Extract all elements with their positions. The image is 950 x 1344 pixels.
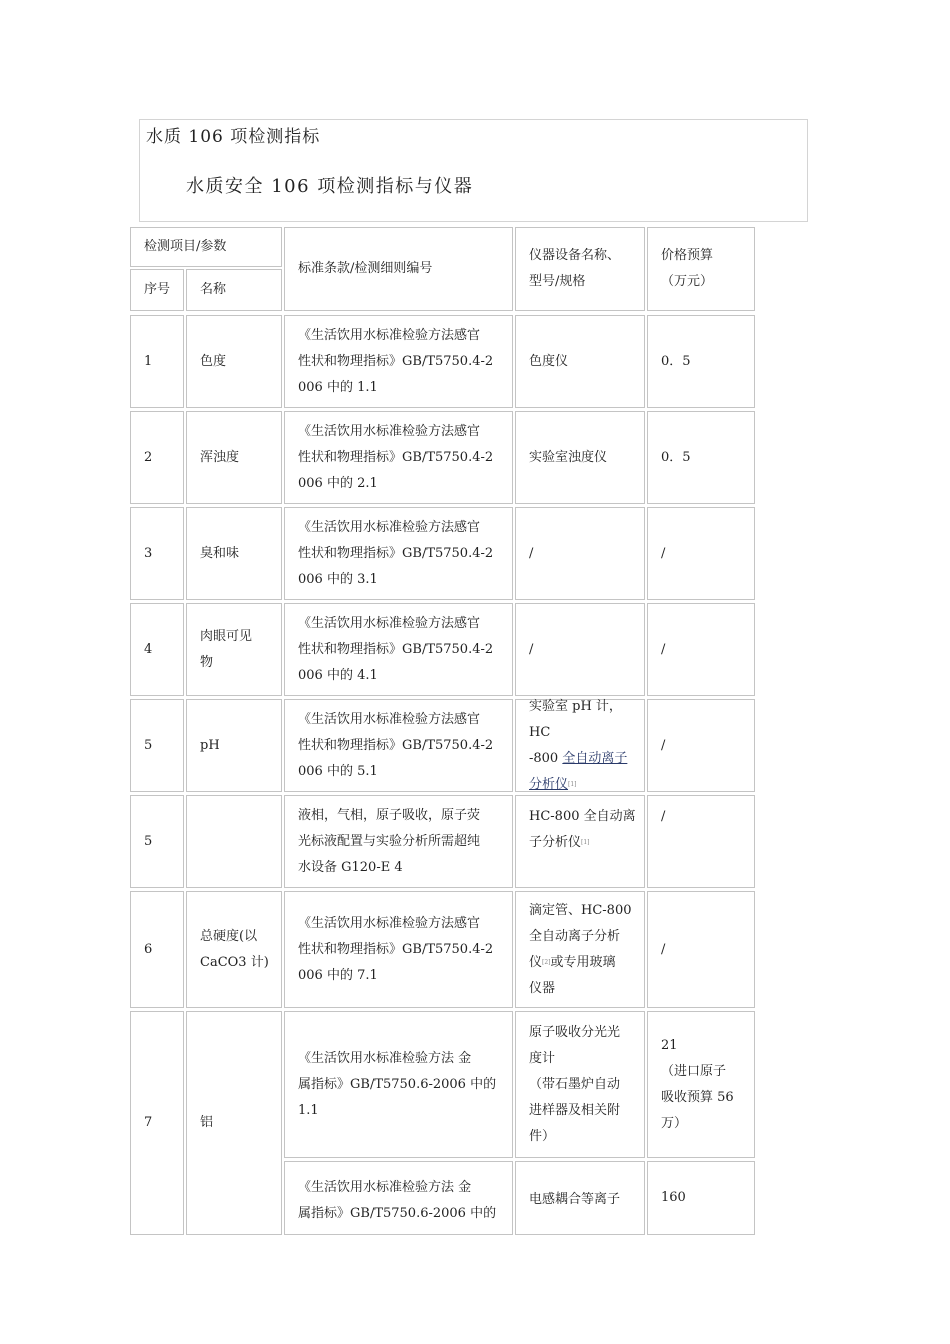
title-box — [139, 119, 808, 222]
row-name — [186, 603, 282, 696]
document-subtitle: 水质安全 106 项检测指标与仪器 — [186, 176, 474, 197]
row-instrument: 实验室浊度仪 — [515, 411, 645, 504]
price-line: 21 — [661, 1037, 678, 1053]
instrument-line: 仪器 — [529, 980, 556, 996]
standard-line: 性状和物理指标》GB/T5750.4-2 — [298, 941, 494, 957]
row-seq: 4 — [130, 603, 184, 696]
document-title: 水质 106 项检测指标 — [146, 127, 321, 147]
instrument-line: （带石墨炉自动 — [529, 1076, 621, 1092]
instrument-line — [529, 746, 638, 772]
standard-line: 液相，气相，原子吸收，原子荧 — [298, 807, 481, 823]
row-name: 臭和味 — [186, 507, 282, 600]
row-standard — [284, 795, 513, 888]
standard-line: 006 中的 2.1 — [298, 475, 378, 491]
standard-line: 光标液配置与实验分析所需超纯 — [298, 833, 481, 849]
instrument-text: 子分析仪 — [529, 835, 582, 850]
row-instrument — [515, 699, 645, 792]
standard-line: 006 中的 7.1 — [298, 967, 378, 983]
instrument-line: HC-800 全自动离 — [529, 809, 636, 824]
standard-line: 属指标》GB/T5750.6-2006 中的 — [298, 1206, 497, 1221]
instrument-line: 原子吸收分光光 — [529, 1024, 621, 1040]
instrument-text: -800 — [529, 750, 563, 766]
header-seq: 序号 — [130, 269, 184, 311]
standard-line: 《生活饮用水标准检验方法 金 — [298, 1180, 472, 1195]
row-name — [186, 891, 282, 1008]
name-line: CaCO3 计) — [200, 954, 269, 970]
standard-line: 水设备 G120-E 4 — [298, 859, 403, 875]
footnote-ref[interactable]: [1] — [581, 839, 590, 846]
instrument-line: 实验室 pH 计，HC — [529, 698, 622, 740]
row-name: pH — [186, 699, 282, 792]
row-standard — [284, 699, 513, 792]
header-instrument-line2: 型号/规格 — [529, 274, 586, 289]
row-price: / — [647, 507, 755, 600]
row-price: / — [647, 795, 755, 888]
header-group: 检测项目/参数 — [130, 227, 282, 267]
standard-line: 《生活饮用水标准检验方法感官 — [298, 915, 481, 931]
row-seq: 5 — [130, 795, 184, 888]
price-line: 万） — [661, 1115, 688, 1131]
standard-line: 《生活饮用水标准检验方法 金 — [298, 1050, 472, 1066]
row-price: / — [647, 699, 755, 792]
row-instrument: / — [515, 507, 645, 600]
standard-line: 006 中的 3.1 — [298, 571, 378, 587]
instrument-line: 滴定管、HC-800 — [529, 902, 632, 918]
standard-line: 《生活饮用水标准检验方法感官 — [298, 423, 481, 439]
header-name: 名称 — [186, 269, 282, 311]
row-seq: 1 — [130, 315, 184, 408]
instrument-line: 件） — [529, 1128, 556, 1144]
standard-line: 属指标》GB/T5750.6-2006 中的 — [298, 1076, 497, 1092]
footnote-ref[interactable]: [2] — [542, 958, 551, 966]
row-price: 0．5 — [647, 315, 755, 408]
instrument-link[interactable]: 全自动离子 — [562, 750, 628, 766]
row-instrument: / — [515, 603, 645, 696]
instrument-line — [529, 950, 632, 976]
instrument-line: 度计 — [529, 1050, 556, 1066]
row-instrument — [515, 795, 645, 888]
row-standard — [284, 891, 513, 1008]
row-price: 160 — [647, 1161, 755, 1235]
instrument-text: 或专用玻璃 — [550, 954, 616, 970]
standard-line: 性状和物理指标》GB/T5750.4-2 — [298, 545, 494, 561]
standard-line: 006 中的 4.1 — [298, 667, 378, 683]
instrument-link[interactable]: 分析仪 — [529, 776, 569, 792]
row-seq: 7 — [130, 1011, 184, 1235]
standard-line: 《生活饮用水标准检验方法感官 — [298, 327, 481, 343]
header-instrument — [515, 227, 645, 311]
instrument-line: 进样器及相关附 — [529, 1102, 621, 1118]
row-seq: 6 — [130, 891, 184, 1008]
row-name — [186, 795, 282, 888]
row-price — [647, 1011, 755, 1158]
header-standard: 标准条款/检测细则编号 — [284, 227, 513, 311]
header-instrument-line1: 仪器设备名称、 — [529, 248, 621, 263]
row-price: 0．5 — [647, 411, 755, 504]
instrument-line — [529, 830, 638, 856]
standard-line: 1.1 — [298, 1102, 319, 1118]
header-price-line2: （万元） — [661, 274, 714, 289]
standard-line: 《生活饮用水标准检验方法感官 — [298, 615, 481, 631]
row-instrument: 色度仪 — [515, 315, 645, 408]
row-price: / — [647, 603, 755, 696]
name-line: 肉眼可见 — [200, 628, 253, 644]
row-standard — [284, 603, 513, 696]
row-name: 浑浊度 — [186, 411, 282, 504]
standard-line: 性状和物理指标》GB/T5750.4-2 — [298, 641, 494, 657]
row-standard — [284, 411, 513, 504]
standard-line: 《生活饮用水标准检验方法感官 — [298, 519, 481, 535]
standard-line: 006 中的 5.1 — [298, 763, 378, 779]
standard-line: 性状和物理指标》GB/T5750.4-2 — [298, 737, 494, 753]
header-price — [647, 227, 755, 311]
instrument-line — [529, 772, 638, 798]
footnote-ref[interactable]: [1] — [568, 780, 577, 788]
row-standard — [284, 315, 513, 408]
row-standard — [284, 507, 513, 600]
standard-line: 性状和物理指标》GB/T5750.4-2 — [298, 353, 494, 369]
row-standard — [284, 1161, 513, 1235]
standard-line: 《生活饮用水标准检验方法感官 — [298, 711, 481, 727]
row-standard — [284, 1011, 513, 1158]
row-instrument — [515, 891, 645, 1008]
name-line: 总硬度(以 — [200, 928, 258, 944]
row-instrument — [515, 1011, 645, 1158]
name-line: 物 — [200, 654, 214, 670]
row-price: / — [647, 891, 755, 1008]
row-seq: 3 — [130, 507, 184, 600]
row-instrument: 电感耦合等离子 — [515, 1161, 645, 1235]
row-seq: 2 — [130, 411, 184, 504]
standard-line: 性状和物理指标》GB/T5750.4-2 — [298, 449, 494, 465]
price-line: （进口原子 — [661, 1063, 727, 1079]
row-seq: 5 — [130, 699, 184, 792]
header-price-line1: 价格预算 — [661, 248, 714, 263]
row-name: 铝 — [186, 1011, 282, 1235]
row-name: 色度 — [186, 315, 282, 408]
price-line: 吸收预算 56 — [661, 1089, 734, 1105]
instrument-line: 全自动离子分析 — [529, 928, 621, 944]
instrument-text: 仪 — [529, 954, 543, 970]
standard-line: 006 中的 1.1 — [298, 379, 378, 395]
